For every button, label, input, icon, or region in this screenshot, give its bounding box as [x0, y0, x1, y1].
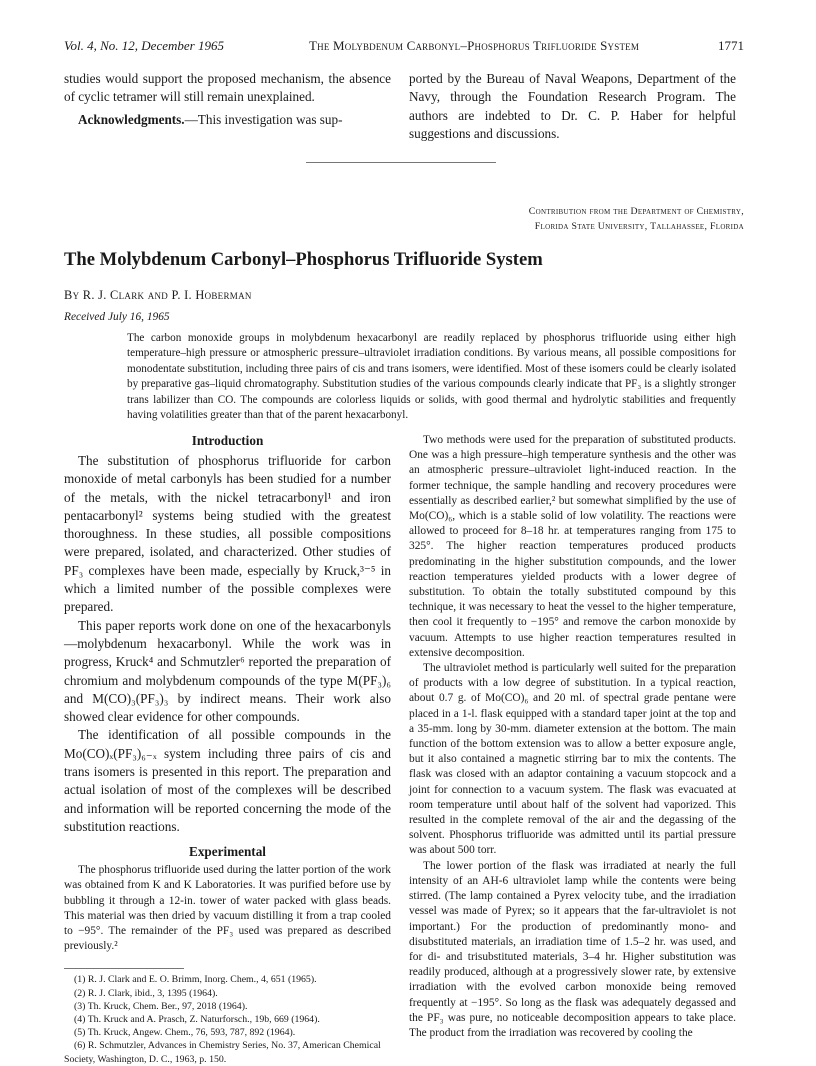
ack-label: Acknowledgments. — [78, 111, 185, 127]
abstract: The carbon monoxide groups in molybdenum hexacarbonyl are readily replaced by phosphorus trifluoride using either high temperature–high pressure or atmospheric pressure–ultraviolet irradiation conditions. By various means, all possible compositions for monodentate substitution, including three pairs of cis and trans isomers, were identified. Most of these isomers could be clearly isolated by preparative gas–liquid chromatography. Substitution studies of the various compounds clearly indicate that PF₃ is a slightly stronger trans labilizer than CO. The compounds are colorless liquids or solids, with good thermal and hydrolytic stabilities and frequently having volatilities greater than that of the parent hexacarbonyl. — [127, 332, 736, 422]
prev-article-right-column — [409, 70, 736, 143]
article-authors: By R. J. Clark and P. I. Hoberman — [64, 288, 252, 302]
received-date: Received July 16, 1965 — [64, 311, 170, 323]
page-number: 1771 — [718, 38, 744, 53]
prev-article-text: studies would support the proposed mechanism, the absence of cyclic tetramer will still remain unexplained. — [64, 71, 391, 105]
prev-article-right-text: ported by the Bureau of Naval Weapons, Department of the Navy, through the Foundation Research Program. The authors are indebted to Dr. C. P. Haber for helpful suggestions and discussions. — [409, 71, 736, 141]
intro-paragraph-1: The substitution of phosphorus trifluoride for carbon monoxide of metal carbonyls has been studied for a number of the metals, with the nickel tetracarbonyl¹ and iron pentacarbonyl² systems being studied with the greatest thoroughness. In these studies, all possible compositions were prepared, isolated, and characterized. Other studies of PF₃ complexes have been made, especially by Kruck,³⁻⁵ in which a limited number of the possible complexes were prepared. — [64, 453, 391, 615]
references-list — [64, 973, 391, 1065]
reference-item: (5) Th. Kruck, Angew. Chem., 76, 593, 787, 892 (1964). — [74, 1027, 296, 1039]
article-title: The Molybdenum Carbonyl–Phosphorus Trifluoride System — [64, 249, 543, 270]
intro-paragraph-3: The identification of all possible compounds in the Mo(CO)ₓ(PF₃)₆₋ₓ system including three pairs of cis and trans isomers is presented in this report. The preparation and actual isolation of most of the complexes will be described and information will be reported concerning the mode of the substitution reactions. — [64, 727, 391, 834]
reference-item: (4) Th. Kruck and A. Prasch, Z. Naturforsch., 19b, 669 (1964). — [74, 1014, 320, 1026]
right-column — [409, 433, 736, 1041]
acknowledgments — [64, 111, 391, 129]
introduction-heading: Introduction — [191, 433, 264, 448]
journal-citation: Vol. 4, No. 12, December 1965 — [64, 38, 224, 53]
methods-paragraph-1: Two methods were used for the preparation of substituted products. One was a high pressure–high temperature synthesis and the other was an atmospheric pressure–ultraviolet light-induced reaction. In the former technique, the sample handling and recovery procedures were essentially as described earlier,² but somewhat simplified by the use of Mo(CO)₆, which is a stable solid of low volatility. The reactions were allowed to proceed for 8–18 hr. at temperatures ranging from 175 to 325°. The higher reaction temperatures produced products predominating in the higher substitution compounds, and the lower reaction temperatures yielded products with a lower degree of substitution. To obtain the totally substituted compound by this technique, it was necessary to heat the vessel to the higher temperature, then cool it frequently to −195° and remove the carbon monoxide by vacuum. Attempts to use higher reaction temperatures resulted in extensive decomposition. — [409, 434, 736, 659]
contribution-line-1: Contribution from the Department of Chemistry, — [528, 206, 744, 217]
reference-item: (1) R. J. Clark and E. O. Brimm, Inorg. Chem., 4, 651 (1965). — [74, 974, 317, 986]
reference-item: (6) R. Schmutzler, Advances in Chemistry Series, No. 37, American Chemical Society, Washington, D. C., 1963, p. 150. — [64, 1040, 381, 1065]
left-column — [64, 433, 391, 1066]
reference-item: (2) R. J. Clark, ibid., 3, 1395 (1964). — [74, 987, 218, 999]
ack-text: —This investigation was sup- — [184, 111, 343, 127]
experimental-paragraph-1: The phosphorus trifluoride used during the latter portion of the work was obtained from K and K Laboratories. It was purified before use by bubbling it through a 12-in. tower of water packed with glass beads. This material was then dried by vacuum distilling it from a trap cooled to −95°. The remainder of the PF₃ used was prepared as described previously.² — [64, 864, 391, 953]
methods-paragraph-3: The lower portion of the flask was irradiated at nearly the full intensity of an AH-6 ultraviolet lamp while the contents were being stirred. (The lamp contained a Pyrex velocity tube, and the irradiation vessel was made of Pyrex; so it appears that the far-ultraviolet is not important.) For the production of predominantly mono- and disubstituted materials, an irradiation time of 1.5–2 hr. was used, and for di- and trisubstituted materials, 3–4 hr. Higher substitution was readily produced, although at a progressively slower rate, by extensive irradiation with the evolved carbon monoxide being removed frequently at −195°. So long as the flask was adequately degassed and the PF₃ was pure, no noticeable decomposition appears to take place. The product from the irradiation was recovered by cooling the — [409, 859, 736, 1039]
experimental-heading: Experimental — [189, 844, 266, 860]
intro-paragraph-2: This paper reports work done on one of the hexacarbonyls—molybdenum hexacarbonyl. While the work was in progress, Kruck⁴ and Schmutzler⁶ reported the preparation of chromium and molybdenum compounds of the type M(PF₃)₆ and M(CO)₃(PF₃)₃ by indirect means. Their work also showed clear evidence for other compounds. — [64, 617, 391, 725]
prev-article-left-column — [64, 70, 391, 129]
section-divider — [306, 162, 496, 163]
reference-item: (3) Th. Kruck, Chem. Ber., 97, 2018 (1964). — [74, 1000, 248, 1012]
footnote-rule — [64, 968, 184, 969]
contribution-affiliation — [384, 205, 744, 234]
contribution-line-2: Florida State University, Tallahassee, Florida — [534, 220, 744, 232]
methods-paragraph-2: The ultraviolet method is particularly well suited for the preparation of products with a low degree of substitution. In a typical reaction, about 0.7 g. of Mo(CO)₆ and 20 ml. of spectral grade pentane were placed in a 1-l. flask equipped with a standard taper joint at the top and a 35-mm. long by 30-mm. diameter extension at the bottom. The main function of the bottom extension was to allow a better exposure angle, but it also contained a magnetic stirring bar to mix the contents. The flask was closed with an adaptor containing a vacuum stopcock and a joint for connection to a vacuum system. The flask was evacuated at room temperature until about half of the solvent had vaporized. This resulted in the complete removal of the air and the degassing of the solvent. Phosphorus trifluoride was admitted until its partial pressure was about 500 torr. — [409, 662, 736, 857]
running-title: The Molybdenum Carbonyl–Phosphorus Trifluoride System — [309, 38, 640, 53]
